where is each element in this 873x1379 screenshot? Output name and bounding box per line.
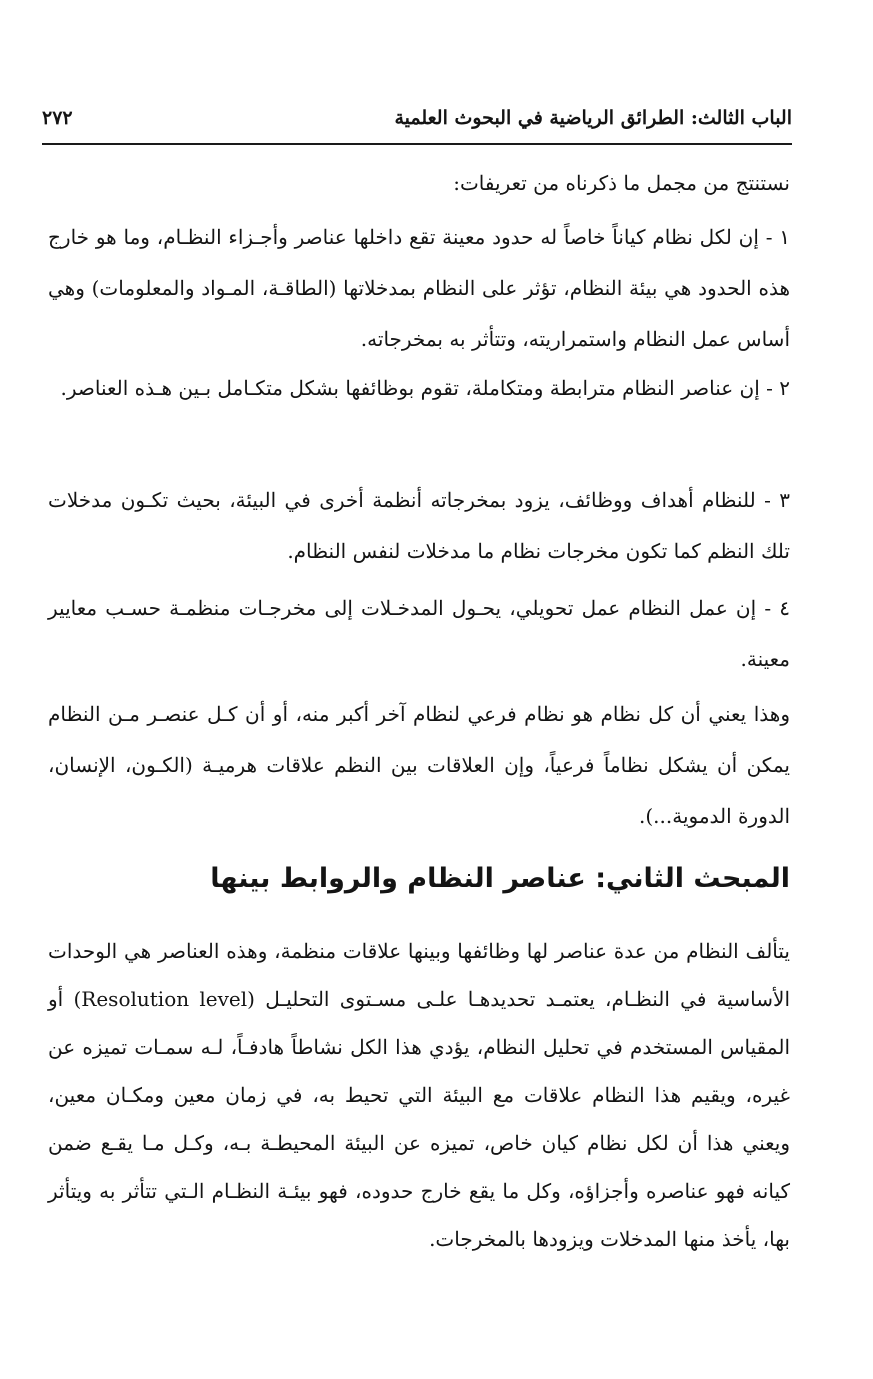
summary-paragraph: وهذا يعني أن كل نظام هو نظام فرعي لنظام آخر أكبر منه، أو أن كـل عنصـر مـن النظام يمكن أن يشكل نظاماً فرعياً، وإن العلاقات بين النظم علاقات هرميـة (الكـون، الإنسان، الدورة الدموية...). — [48, 702, 790, 828]
section-paragraph — [48, 927, 790, 1263]
page-header — [42, 103, 792, 145]
list-item-4: ٤ - إن عمل النظام عمل تحويلي، يحـول المدخـلات إلى مخرجـات منظمـة حسـب معايير معينة. — [48, 596, 791, 671]
list-item-2: ٢ - إن عناصر النظام مترابطة ومتكاملة، تقوم بوظائفها بشكل متكـامل بـين هـذه العناصر. — [60, 376, 790, 400]
running-title: الباب الثالث: الطرائق الرياضية في البحوث العلمية — [394, 107, 792, 129]
intro-paragraph: نستنتج من مجمل ما ذكرناه من تعريفات: — [453, 171, 790, 195]
section-text-start: يتألف النظام من عدة عناصر لها وظائفها وبينها علاقات منظمة، وهذه العناصر هي الوحدات الأساسية في النظـام، يعتمـد تحديدهـا علـى مسـتوى التحليـل — [48, 939, 790, 1011]
section-heading: المبحث الثاني: عناصر النظام والروابط بينها — [210, 863, 790, 894]
resolution-level-term: (Resolution level) — [73, 987, 255, 1011]
page-number: ٢٧٢ — [42, 107, 73, 129]
list-item-3: ٣ - للنظام أهداف ووظائف، يزود بمخرجاته أنظمة أخرى في البيئة، بحيث تكـون مدخلات تلك النظم كما تكون مخرجات نظام ما مدخلات لنفس النظام. — [48, 488, 791, 563]
section-text-end: أو المقياس المستخدم في تحليل النظام، يؤدي هذا الكل نشاطاً هادفـاً، لـه سمـات تميزه عن غيره، ويقيم هذا النظام علاقات مع البيئة التي تحيط به، في زمان معين ومكـان معين، ويعني هذا أن لكل نظام كيان خاص، تميزه عن البيئة المحيطـة بـه، وكـل مـا يقـع ضمن كيانه فهو عناصره وأجزاؤه، وكل ما يقع خارج حدوده، فهو بيئـة النظـام الـتي تتأثر به ويتأثر بها، يأخذ منها المدخلات ويزودها بالمخرجات. — [48, 987, 790, 1251]
list-item-1: ١ - إن لكل نظام كياناً خاصاً له حدود معينة تقع داخلها عناصر وأجـزاء النظـام، وما هو خارج هذه الحدود هي بيئة النظام، تؤثر على النظام بمدخلاتها (الطاقـة، المـواد والمعلومات) وهي أساس عمل النظام واستمراريته، وتتأثر به بمخرجاته. — [48, 225, 791, 351]
